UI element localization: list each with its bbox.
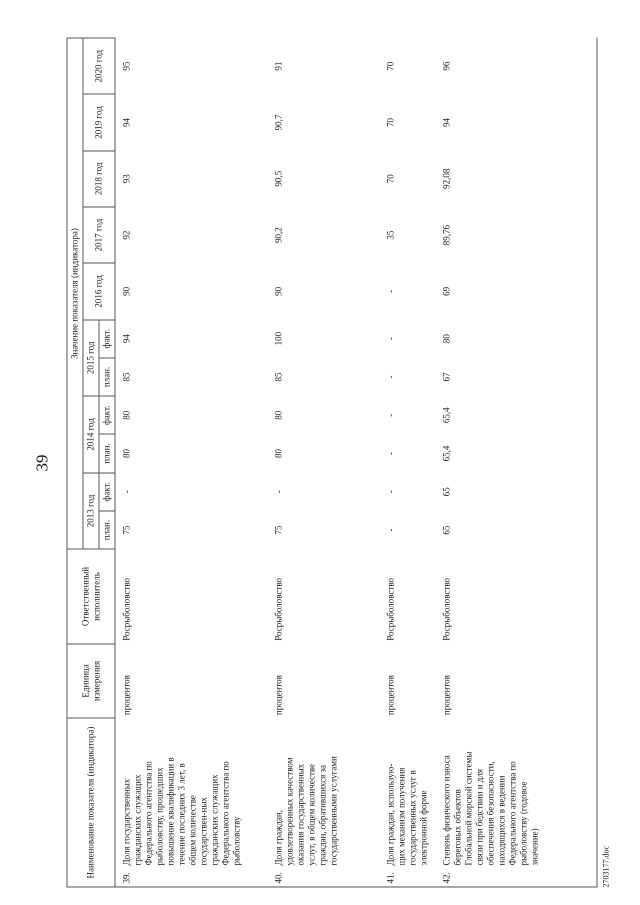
header-2015-fact: факт. bbox=[99, 319, 115, 357]
header-year-2020: 2020 год bbox=[83, 38, 115, 94]
unit-cell: процентов bbox=[435, 643, 597, 717]
header-year-2015: 2015 год bbox=[83, 319, 99, 396]
indicator-name-cell bbox=[435, 718, 597, 887]
row-number: 41. bbox=[384, 871, 395, 883]
header-year-2018: 2018 год bbox=[83, 150, 115, 206]
header-name: Наименование показателя (индикатора) bbox=[67, 718, 115, 887]
header-2015-plan: план. bbox=[99, 357, 115, 395]
value-2014-plan: 80 bbox=[272, 448, 283, 458]
header-2013-plan: план. bbox=[99, 510, 115, 548]
value-2014-fact: - bbox=[384, 413, 395, 417]
indicator-name-cell bbox=[115, 718, 267, 887]
header-year-2016: 2016 год bbox=[83, 263, 115, 319]
value-2017: 90,2 bbox=[272, 226, 283, 243]
value-2019: 94 bbox=[435, 94, 597, 150]
table-row bbox=[379, 38, 435, 887]
header-executor: Ответственный исполнитель bbox=[67, 549, 115, 644]
value-2019: 94 bbox=[121, 117, 131, 127]
value-2016: 69 bbox=[435, 263, 597, 319]
value-2019: 70 bbox=[384, 117, 395, 127]
indicator-name: Доля граждан, использую-щих механизм получения государственных услуг в электронной форме bbox=[384, 763, 428, 865]
header-2013-fact: факт. bbox=[99, 472, 115, 510]
header-2014-plan: план. bbox=[99, 434, 115, 472]
header-year-2017: 2017 год bbox=[83, 206, 115, 262]
indicator-name-cell bbox=[267, 718, 379, 887]
row-number: 40. bbox=[272, 871, 283, 883]
value-2013-fact: - bbox=[121, 489, 131, 493]
header-values-group: Значение показателя (индикатора) bbox=[67, 38, 83, 549]
value-2014-plan: 65,4 bbox=[435, 434, 597, 472]
value-2015-plan: 67 bbox=[435, 357, 597, 395]
table-row bbox=[267, 38, 379, 887]
value-2013-plan: 75 bbox=[121, 525, 131, 535]
value-2013-plan: 75 bbox=[272, 525, 283, 535]
value-2015-plan: 85 bbox=[272, 371, 283, 381]
header-year-2019: 2019 год bbox=[83, 94, 115, 150]
value-2020: 96 bbox=[435, 38, 597, 94]
header-2014-fact: факт. bbox=[99, 396, 115, 434]
indicator-name: Доля государственных гражданских служащих Федерального агентства по рыболовству, прошедших повышение квалификации в течение последних 3 лет, в общем количестве государствен-ных гражданских служащих Федерального агентства по рыболовству bbox=[121, 756, 241, 865]
value-2013-fact: - bbox=[384, 489, 395, 493]
value-2014-fact: 80 bbox=[272, 410, 283, 420]
indicators-table-wrapper bbox=[66, 37, 597, 887]
value-2015-fact: 100 bbox=[272, 331, 283, 345]
value-2014-fact: 80 bbox=[121, 410, 131, 420]
executor-cell: Росрыболовство bbox=[272, 577, 283, 641]
value-2020: 95 bbox=[121, 61, 131, 71]
indicator-name: Степень физического износа береговых объектов Глобальной морской системы связи при бедствии и для обеспечения безопасности, находящихся в ведении Федерального агентства по рыболовству (годовое значение) bbox=[440, 751, 539, 865]
row-number: 39. bbox=[121, 871, 131, 883]
executor-cell: Росрыболовство bbox=[384, 577, 395, 641]
value-2020: 91 bbox=[272, 61, 283, 71]
table-row bbox=[115, 38, 267, 887]
value-2016: - bbox=[384, 289, 395, 293]
value-2015-plan: - bbox=[384, 374, 395, 378]
value-2018: 92,08 bbox=[435, 150, 597, 206]
value-2019: 90,7 bbox=[272, 114, 283, 130]
value-2015-fact: - bbox=[384, 336, 395, 340]
value-2014-fact: 65,4 bbox=[435, 396, 597, 434]
header-unit: Единица измерения bbox=[67, 643, 115, 717]
value-2013-plan: - bbox=[384, 528, 395, 532]
value-2014-plan: 80 bbox=[121, 448, 131, 458]
value-2013-plan: 65 bbox=[435, 510, 597, 548]
header-year-2014: 2014 год bbox=[83, 396, 99, 473]
value-2020: 70 bbox=[384, 61, 395, 71]
unit-cell: процентов bbox=[121, 674, 131, 715]
unit-cell: процентов bbox=[272, 674, 283, 715]
indicator-name-cell bbox=[379, 718, 435, 887]
document-sheet bbox=[24, 30, 616, 895]
value-2018: 90,5 bbox=[272, 170, 283, 187]
table-row bbox=[435, 38, 597, 887]
executor-cell: Росрыболовство bbox=[435, 549, 597, 644]
table-header bbox=[67, 38, 115, 887]
value-2015-plan: 85 bbox=[121, 371, 131, 381]
value-2015-fact: 94 bbox=[121, 333, 131, 343]
value-2016: 90 bbox=[272, 286, 283, 296]
value-2015-fact: 80 bbox=[435, 319, 597, 357]
row-number: 42. bbox=[440, 871, 451, 883]
value-2014-plan: - bbox=[384, 451, 395, 455]
indicators-table bbox=[66, 37, 597, 887]
indicator-name: Доля граждан, удовлетворенных качеством оказания государственных услуг, в общем количестве граждан, обратившихся за государственными услугами bbox=[272, 755, 338, 865]
value-2017: 92 bbox=[121, 230, 131, 240]
value-2017: 89,76 bbox=[435, 206, 597, 262]
value-2018: 93 bbox=[121, 173, 131, 183]
value-2013-fact: - bbox=[272, 489, 283, 493]
executor-cell: Росрыболовство bbox=[121, 577, 131, 641]
value-2013-fact: 65 bbox=[435, 472, 597, 510]
value-2016: 90 bbox=[121, 286, 131, 296]
document-code: 2703177.doc bbox=[601, 845, 610, 887]
page-number: 39 bbox=[32, 454, 51, 471]
value-2018: 70 bbox=[384, 173, 395, 183]
header-year-2013: 2013 год bbox=[83, 472, 99, 549]
unit-cell: процентов bbox=[384, 674, 395, 715]
value-2017: 35 bbox=[384, 230, 395, 240]
table-body bbox=[115, 38, 597, 887]
